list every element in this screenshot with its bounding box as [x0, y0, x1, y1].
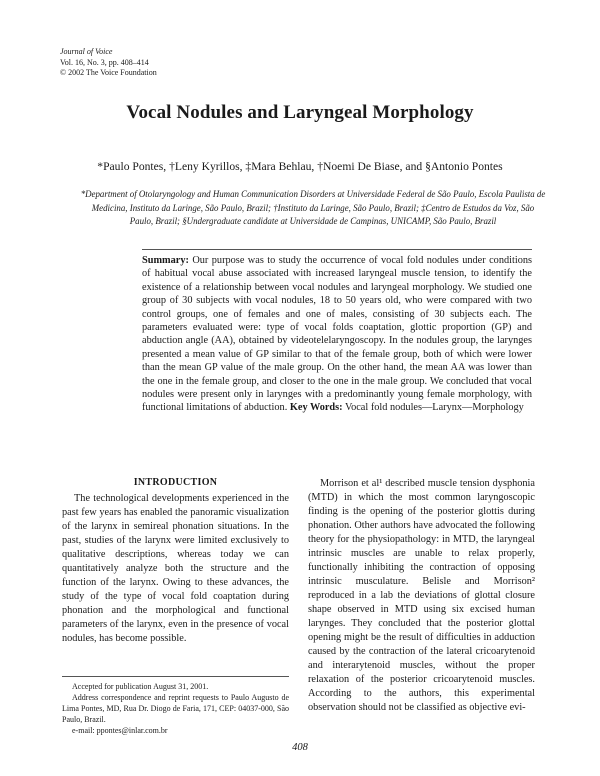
- footnote-address: Address correspondence and reprint requests to Paulo Augusto de Lima Pontes, MD, Rua Dr. Diogo de Faria, 171, CEP: 04037-000, São Paulo, Brazil.: [62, 693, 289, 724]
- section-heading-introduction: INTRODUCTION: [133, 477, 218, 488]
- article-title: Vocal Nodules and Laryngeal Morphology: [126, 102, 474, 123]
- journal-volume: Vol. 16, No. 3, pp. 408–414: [60, 57, 149, 67]
- journal-copyright: © 2002 The Voice Foundation: [60, 68, 157, 77]
- author-list: *Paulo Pontes, †Leny Kyrillos, ‡Mara Behlau, †Noemi De Biase, and §Antonio Pontes: [97, 160, 503, 173]
- footnote-email: e-mail: ppontes@inlar.com.br: [72, 726, 168, 735]
- page-number: 408: [292, 742, 308, 753]
- journal-citation: [60, 47, 157, 79]
- body-paragraph: Morrison et al¹ described muscle tension dysphonia (MTD) in which the most common laryngoscopic finding is the opening of the posterior glottis during phonation. Other authors have advocated the following theory for the physiopathology: in MTD, the laryngeal intrinsic muscles are unable to relax properly, functionally inhibiting the contraction of opposing intrinsic musculature. Belisle and Morrison² reproduced in a lab the deviations of glottal closure shape observed in MTD using six excised human larynges. They concluded that the posterior glottal opening might be the result of difficulties in adduction caused by the contraction of the lateral cricoarytenoid and interarytenoid muscles, without the proper relaxation of the posterior cricoarytenoid muscles. According to the authors, this experimental observation should not be classified as objective evi-: [308, 478, 535, 713]
- author-affiliations: *Department of Otolaryngology and Human Communication Disorders at Universidade Federal de São Paulo, Escola Paulista de Medicina, Instituto da Laringe, São Paulo, Brazil; †Instituto da Laringe, São Paulo, Brazil; ‡Centro de Estudos da Voz, São Paulo, Brazil; §Undergraduate candidate at Universidade de Campinas, UNICAMP, São Paulo, Brazil: [80, 189, 546, 226]
- abstract-block: [142, 249, 532, 415]
- introduction-paragraph: The technological developments experienced in the past few years has enabled the panoramic visualization of the larynx in semireal phonation situations. In the past, studies of the larynx were limited exclusively to qualitative descriptions, whereas today we can quantitatively analyze both the structure and the function of the larynx. Owing to these advances, the study of the type of vocal fold coaptation during phonation and the morphological and functional parameters of the larynx, even in the presence of vocal nodules, has become possible.: [62, 493, 289, 644]
- journal-name: Journal of Voice: [60, 47, 113, 56]
- left-column: [62, 476, 289, 646]
- footnotes: [62, 676, 289, 736]
- abstract-text: Our purpose was to study the occurrence of vocal fold nodules under conditions of habitual vocal abuse associated with increased laryngeal muscle tension, to identify the existence of a relationship between vocal nodules and laryngeal morphology. We studied one group of 30 subjects with vocal nodules, 18 to 50 years old, who were compared with two control groups, one of females and one of males, consisting of 30 subjects each. The parameters evaluated were: type of vocal folds coaptation, glottic proportion (GP) and abduction angle (AA), obtained by videotelelaryngoscopy. In the nodules group, the larynges presented a mean value of GP similar to that of the female group, both of which were lower than the mean GP value of the male group. On the other hand, the mean AA was lower than the one in the female group, and closer to the one in the male group. We concluded that vocal nodules were present only in larynges with a predominantly young female morphology, with functional limitations of abduction.: [142, 255, 532, 414]
- right-column: [308, 477, 535, 715]
- keywords-text: Vocal fold nodules—Larynx—Morphology: [344, 402, 524, 414]
- keywords-label: Key Words:: [289, 402, 343, 414]
- footnote-accepted: Accepted for publication August 31, 2001.: [72, 682, 209, 691]
- abstract-label: Summary:: [142, 255, 189, 266]
